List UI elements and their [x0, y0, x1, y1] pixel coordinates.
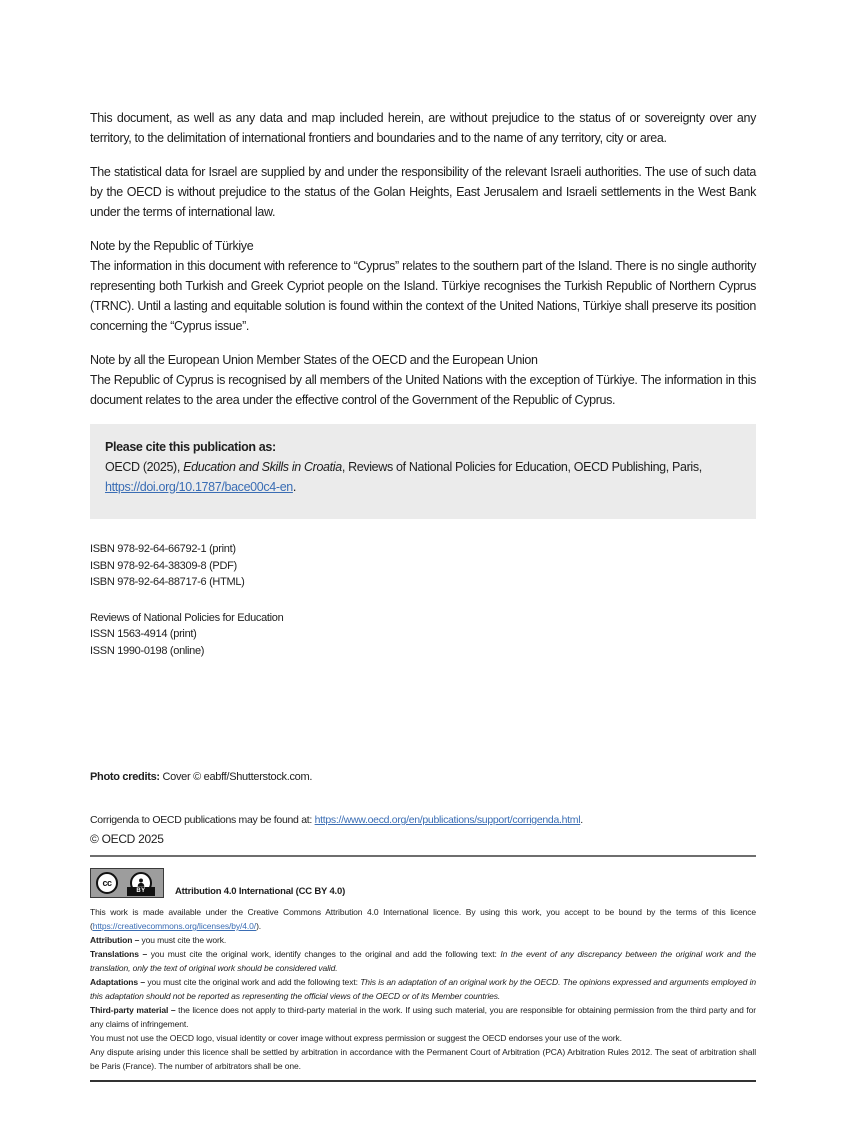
- corrigenda-link[interactable]: https://www.oecd.org/en/publications/support/corrigenda.html: [314, 814, 581, 826]
- cc-icon: [96, 872, 118, 894]
- note-turkiye-title: Note by the Republic of Türkiye: [90, 239, 254, 253]
- isbn-print: ISBN 978-92-64-66792-1 (print): [90, 543, 236, 555]
- licence-intro: [90, 905, 756, 933]
- citation-authors: OECD (2025),: [105, 460, 184, 474]
- photo-credits: [90, 771, 756, 783]
- corrigenda-line: [90, 814, 756, 826]
- isbn-block: [90, 541, 756, 591]
- series-title: Reviews of National Policies for Education: [90, 611, 284, 624]
- citation-book-title: Education and Skills in Croatia: [183, 460, 342, 474]
- corrigenda-text: Corrigenda to OECD publications may be found at:: [90, 814, 315, 826]
- isbn-pdf: ISBN 978-92-64-38309-8 (PDF): [90, 559, 237, 572]
- licence-logo-clause: You must not use the OECD logo, visual identity or cover image without express permission or suggest the OECD endorses your use of the work.: [90, 1033, 622, 1043]
- photo-credits-text: Cover © eabff/Shutterstock.com.: [159, 771, 313, 783]
- note-turkiye-paragraph: [90, 236, 756, 336]
- photo-credits-label: Photo credits:: [90, 771, 160, 783]
- licence-translations: [90, 947, 756, 975]
- licence-translations-quote: In the event of any discrepancy between the original work and the translation, only the text of original work should be considered valid.: [90, 949, 756, 973]
- licence-intro-text: This work is made available under the Creative Commons Attribution 4.0 International licence. By using this work, you accept to be bound by the terms of this licence (: [90, 907, 756, 931]
- licence-intro-close: ).: [256, 921, 262, 931]
- licence-adaptations: [90, 975, 756, 1003]
- disclaimer-israel-paragraph: The statistical data for Israel are supplied by and under the responsibility of the relevant Israeli authorities. The use of such data by the OECD is without prejudice to the status of the Golan Heights, East Jerusalem and Israeli settlements in the West Bank under the terms of international law.: [90, 165, 756, 219]
- note-eu-title: Note by all the European Union Member States of the OECD and the European Union: [90, 353, 538, 367]
- licence-adaptations-label: Adaptations –: [90, 977, 145, 987]
- cc-icon-label: cc: [102, 878, 112, 888]
- licence-divider-bottom: [90, 1080, 756, 1082]
- issn-print: ISSN 1563-4914 (print): [90, 628, 197, 640]
- licence-attribution-label: Attribution –: [90, 935, 140, 945]
- licence-thirdparty-text: the licence does not apply to third-party material in the work. If using such material, you are responsible for obtaining permission from the third party and for any claims of infringement.: [90, 1005, 756, 1029]
- by-icon: BY: [127, 887, 155, 896]
- licence-adaptations-text: you must cite the original work and add the following text:: [145, 977, 361, 987]
- licence-attribution: [90, 933, 756, 947]
- copyright-line: © OECD 2025: [90, 832, 164, 846]
- disclaimer-territory-paragraph: This document, as well as any data and map included herein, are without prejudice to the status of or sovereignty over any territory, to the delimitation of international frontiers and boundaries and to the name of any territory, city or area.: [90, 111, 756, 145]
- page-content: [90, 108, 756, 1090]
- doi-link[interactable]: https://doi.org/10.1787/bace00c4-en: [105, 480, 293, 494]
- note-turkiye-body: The information in this document with reference to “Cyprus” relates to the southern part of the Island. There is no single authority representing both Turkish and Greek Cypriot people on the Island. Türkiye recognises the Turkish Republic of Northern Cyprus (TRNC). Until a lasting and equitable solution is found within the context of the United Nations, Türkiye shall preserve its position concerning the “Cyprus issue”.: [90, 259, 756, 333]
- cc-licence-header: [90, 868, 756, 898]
- licence-thirdparty-label: Third-party material –: [90, 1005, 176, 1015]
- licence-translations-label: Translations –: [90, 949, 148, 959]
- corrigenda-period: .: [580, 814, 583, 826]
- citation-text: [105, 457, 740, 497]
- issn-online: ISSN 1990-0198 (online): [90, 644, 205, 657]
- licence-title: Attribution 4.0 International (CC BY 4.0): [175, 886, 346, 897]
- citation-heading: Please cite this publication as:: [105, 440, 276, 454]
- licence-thirdparty: [90, 1003, 756, 1031]
- citation-series: , Reviews of National Policies for Education, OECD Publishing, Paris,: [341, 460, 702, 474]
- note-eu-paragraph: [90, 350, 756, 410]
- licence-adaptations-quote: This is an adaptation of an original work by the OECD. The opinions expressed and arguments employed in this adaptation should not be reported as representing the official views of the OECD or of its Member countries.: [90, 977, 756, 1001]
- note-eu-body: The Republic of Cyprus is recognised by all members of the United Nations with the exception of Türkiye. The information in this document relates to the area under the effective control of the Government of the Republic of Cyprus.: [90, 373, 756, 407]
- licence-dispute-clause: Any dispute arising under this licence shall be settled by arbitration in accordance with the Permanent Court of Arbitration (PCA) Arbitration Rules 2012. The seat of arbitration shall be Paris (France). The number of arbitrators shall be one.: [90, 1047, 756, 1071]
- licence-divider-top: [90, 855, 756, 857]
- citation-box: [90, 424, 756, 519]
- citation-period: .: [292, 480, 297, 494]
- licence-attribution-text: you must cite the work.: [139, 935, 227, 945]
- isbn-html: ISBN 978-92-64-88717-6 (HTML): [90, 576, 245, 588]
- series-block: [90, 610, 756, 660]
- licence-translations-text: you must cite the original work, identify changes to the original and add the following text:: [147, 949, 501, 959]
- cc-by-badge: [90, 868, 164, 898]
- cc-licence-link[interactable]: https://creativecommons.org/licenses/by/4.0/: [92, 921, 257, 931]
